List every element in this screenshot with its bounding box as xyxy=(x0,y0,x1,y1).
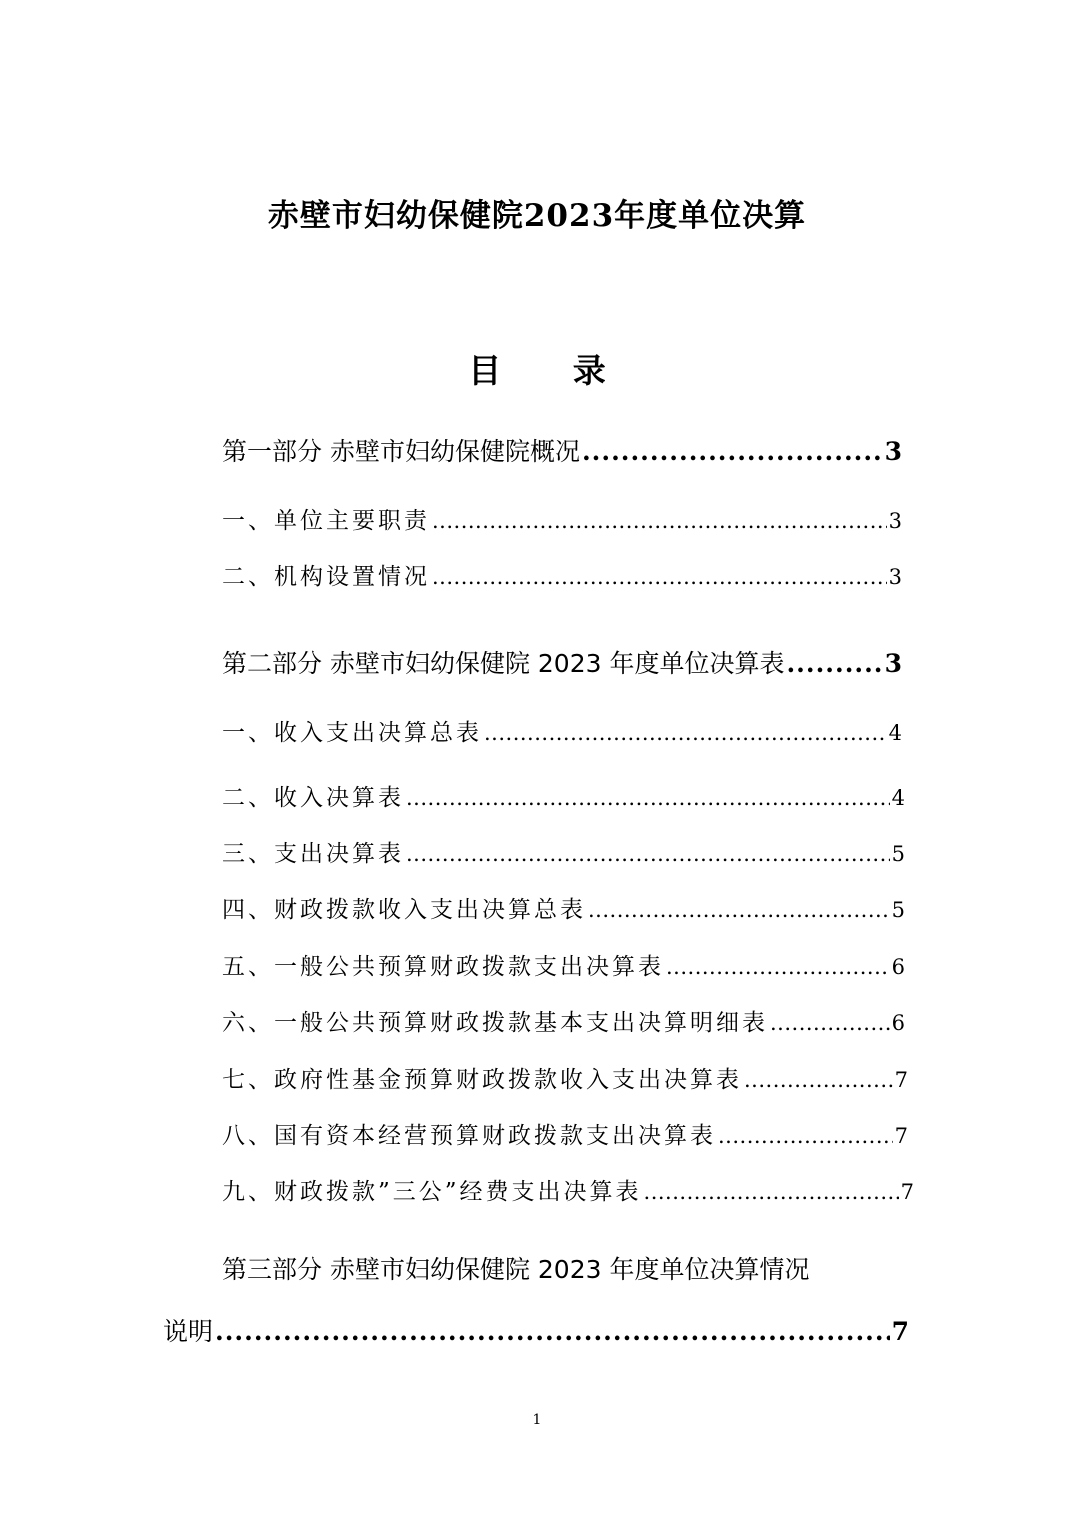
toc-entry-label: 六、一般公共预算财政拨款基本支出决算明细表 xyxy=(222,1010,768,1036)
toc-entry-page: 3 xyxy=(888,509,902,533)
toc-leader-dots xyxy=(744,1068,893,1092)
toc-entry-item[interactable] xyxy=(222,1173,914,1206)
toc-entry-label: 二、收入决算表 xyxy=(222,785,404,811)
toc-entry-page: 4 xyxy=(888,721,902,745)
toc-entry-item[interactable] xyxy=(222,1061,908,1094)
toc-entry-label: 一、单位主要职责 xyxy=(222,508,430,534)
toc-entry-label: 五、一般公共预算财政拨款支出决算表 xyxy=(222,954,664,980)
toc-entry-page: 4 xyxy=(891,786,905,810)
toc-entry-item[interactable] xyxy=(222,502,902,535)
toc-leader-dots xyxy=(666,955,890,979)
document-title: 赤壁市妇幼保健院2023年度单位决算 xyxy=(267,198,807,234)
toc-entry-page: 3 xyxy=(884,437,902,466)
toc-entry-page: 7 xyxy=(891,1317,909,1346)
toc-leader-dots xyxy=(770,1011,890,1035)
toc-entry-item[interactable] xyxy=(222,1004,905,1037)
toc-entry-item[interactable] xyxy=(222,948,905,981)
toc-entry-label: 三、支出决算表 xyxy=(222,841,404,867)
toc-leader-dots xyxy=(588,898,890,922)
toc-entry-page: 3 xyxy=(884,649,902,678)
toc-leader-dots xyxy=(432,565,887,589)
toc-entry-label: 九、财政拨款”三公”经费支出决算表 xyxy=(222,1179,642,1205)
toc-leader-dots xyxy=(484,721,887,745)
toc-entry-item[interactable] xyxy=(222,835,905,868)
toc-entry-part-2[interactable] xyxy=(222,644,902,680)
toc-leader-dots xyxy=(644,1180,899,1204)
toc-entry-item[interactable] xyxy=(222,1117,908,1150)
toc-entry-part-3-line2[interactable] xyxy=(163,1312,909,1348)
toc-entry-page: 7 xyxy=(894,1068,908,1092)
toc-leader-dots xyxy=(718,1124,893,1148)
toc-leader-dots xyxy=(786,649,882,678)
toc-entry-page: 7 xyxy=(894,1124,908,1148)
toc-leader-dots xyxy=(582,437,883,466)
toc-entry-item[interactable] xyxy=(222,558,902,591)
toc-entry-label: 四、财政拨款收入支出决算总表 xyxy=(222,897,586,923)
toc-leader-dots xyxy=(215,1317,890,1346)
toc-entry-item[interactable] xyxy=(222,714,902,747)
toc-entry-label: 八、国有资本经营预算财政拨款支出决算表 xyxy=(222,1123,716,1149)
toc-entry-label: 一、收入支出决算总表 xyxy=(222,720,482,746)
page-number: 1 xyxy=(532,1412,542,1428)
toc-entry-page: 3 xyxy=(888,565,902,589)
toc-entry-page: 5 xyxy=(891,842,905,866)
toc-entry-label: 第二部分 赤壁市妇幼保健院 2023 年度单位决算表 xyxy=(222,649,785,678)
toc-entry-page: 6 xyxy=(891,1011,905,1035)
toc-entry-item[interactable] xyxy=(222,779,905,812)
toc-entry-label: 七、政府性基金预算财政拨款收入支出决算表 xyxy=(222,1067,742,1093)
toc-entry-page: 6 xyxy=(891,955,905,979)
toc-entry-label: 第一部分 赤壁市妇幼保健院概况 xyxy=(222,437,580,466)
toc-entry-part-3-line1[interactable]: 第三部分 赤壁市妇幼保健院 2023 年度单位决算情况 xyxy=(222,1255,810,1284)
toc-entry-page: 5 xyxy=(891,898,905,922)
toc-entry-item[interactable] xyxy=(222,891,905,924)
toc-entry-label: 说明 xyxy=(163,1317,214,1346)
toc-leader-dots xyxy=(406,786,890,810)
toc-leader-dots xyxy=(432,509,887,533)
toc-leader-dots xyxy=(406,842,890,866)
toc-entry-part-1[interactable] xyxy=(222,432,902,468)
toc-entry-page: 7 xyxy=(900,1180,914,1204)
toc-entry-label: 二、机构设置情况 xyxy=(222,564,430,590)
toc-heading: 目 录 xyxy=(468,351,606,390)
